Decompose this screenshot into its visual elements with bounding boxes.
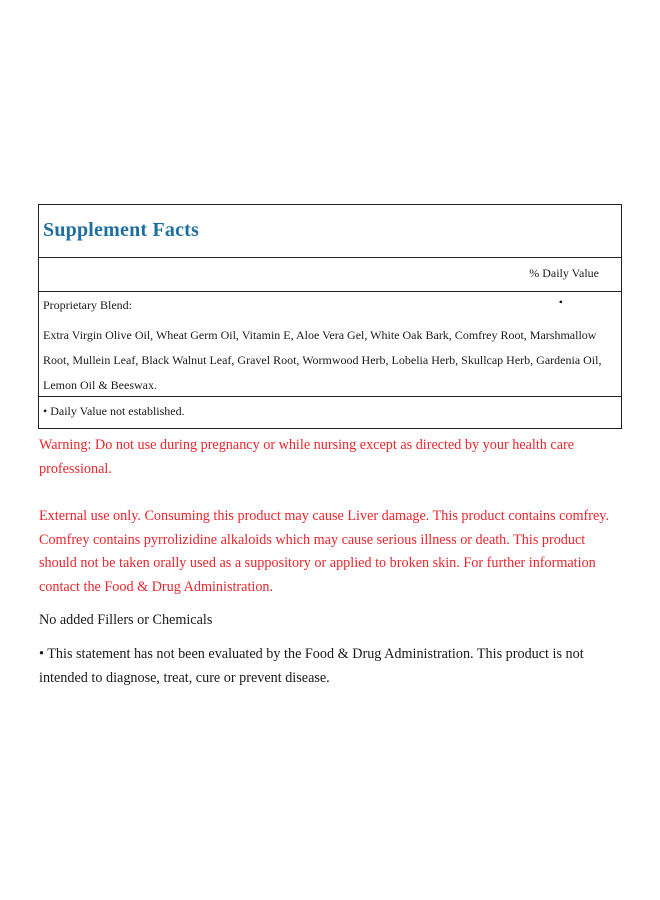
no-fillers-note: No added Fillers or Chemicals <box>39 612 213 628</box>
ingredients-list: Extra Virgin Olive Oil, Wheat Germ Oil, Vitamin E, Aloe Vera Gel, White Oak Bark, Comfrey Root, Marshmallow Root, Mullein Leaf, Black Walnut Leaf, Gravel Root, Wormwood Herb, Lobelia Herb, Skullcap Herb, Gardenia Oil, Lemon Oil & Beeswax. <box>43 328 602 392</box>
external-use-warning: External use only. Consuming this product may cause Liver damage. This product contains comfrey. Comfrey contains pyrrolizidine alkaloids which may cause serious illness or death. This product should not be taken orally used as a suppository or applied to broken skin. For further information contact the Food & Drug Administration. <box>39 508 609 595</box>
supplement-facts-title: Supplement Facts <box>43 219 199 241</box>
supplement-facts-panel <box>38 204 622 429</box>
proprietary-blend-label: Proprietary Blend: <box>43 298 132 312</box>
pregnancy-warning: Warning: Do not use during pregnancy or while nursing except as directed by your health care professional. <box>39 437 575 477</box>
fda-disclaimer: • This statement has not been evaluated by the Food & Drug Administration. This product is not intended to diagnose, treat, cure or prevent disease. <box>39 646 584 686</box>
divider <box>39 396 621 397</box>
daily-value-marker: • <box>558 295 563 309</box>
daily-value-footnote: • Daily Value not established. <box>43 404 185 418</box>
divider <box>39 291 621 292</box>
divider <box>39 257 621 258</box>
daily-value-header: % Daily Value <box>529 266 599 280</box>
